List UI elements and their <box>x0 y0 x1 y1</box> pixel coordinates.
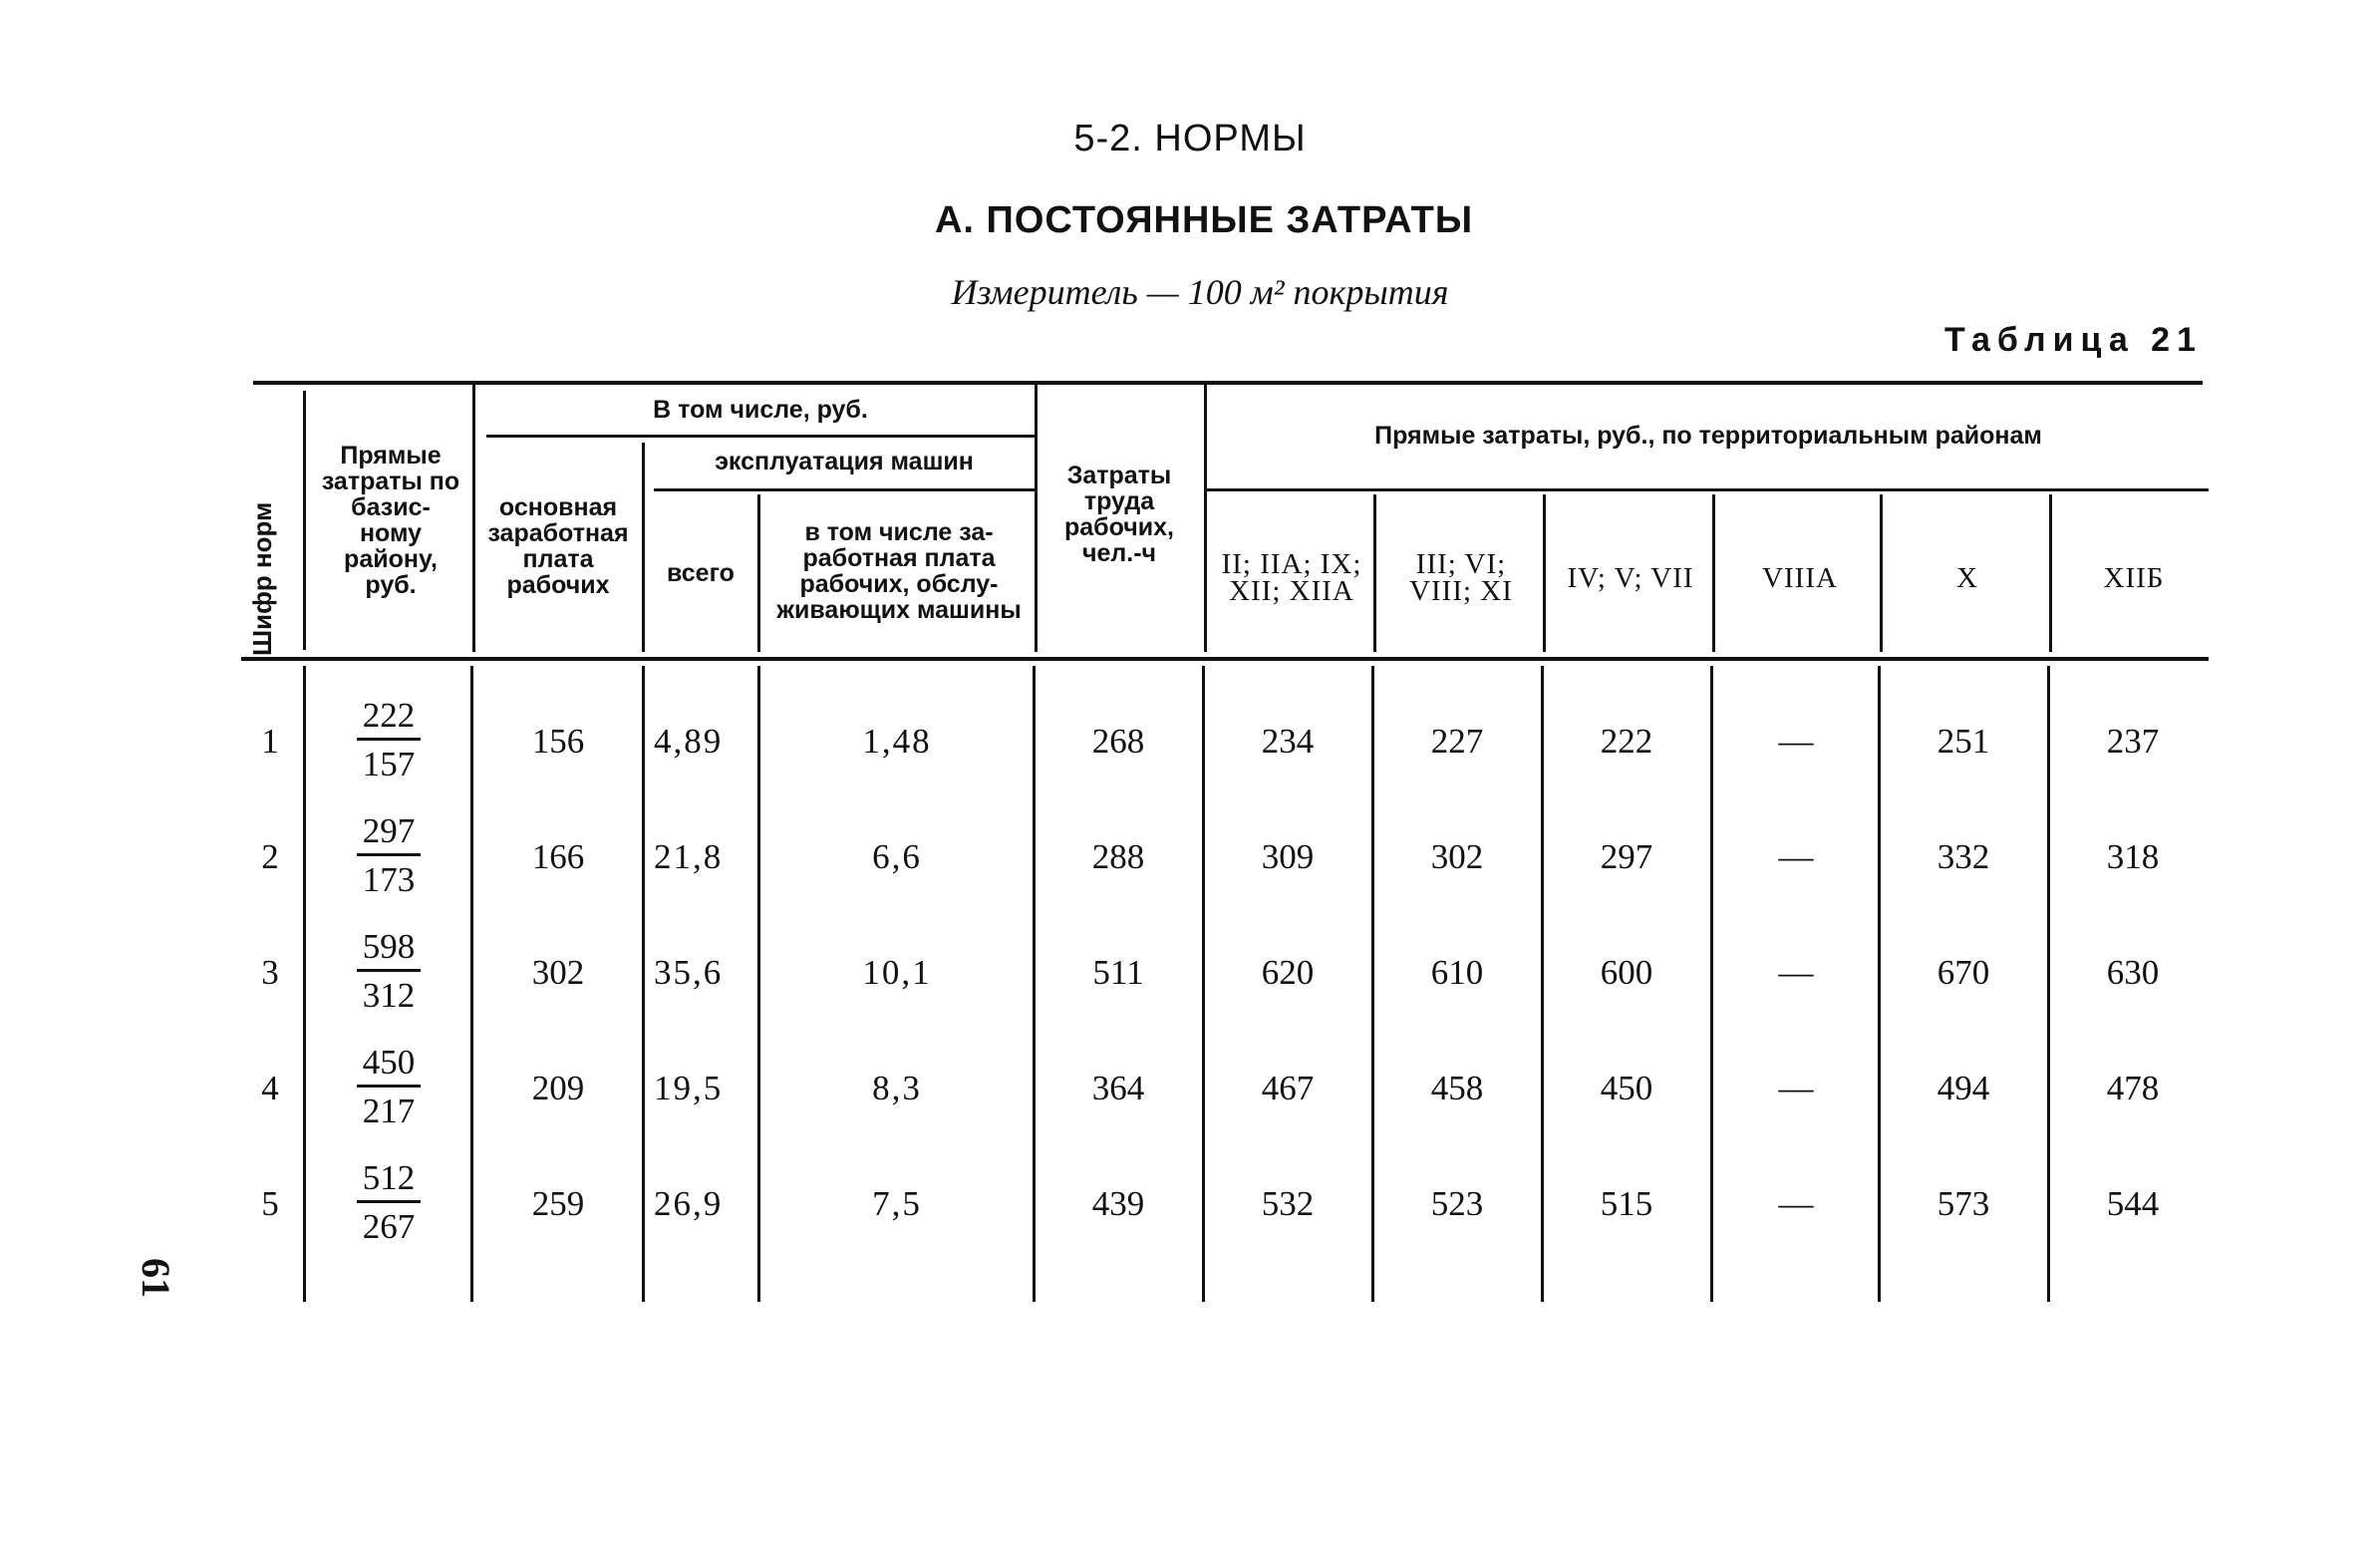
direct-denominator: 173 <box>362 860 416 899</box>
v-rule <box>470 666 473 1302</box>
v-rule <box>303 391 306 650</box>
v-rule <box>1202 666 1205 1302</box>
cell-mach-wages: 1,48 <box>862 722 932 761</box>
cell-mach-total: 4,89 <box>654 722 724 761</box>
cell-labor: 268 <box>1091 722 1145 761</box>
cell-labor: 439 <box>1091 1184 1145 1223</box>
v-rule <box>1373 494 1376 652</box>
header-bottom-rule <box>241 657 2209 661</box>
direct-numerator: 450 <box>357 1041 422 1088</box>
cell-r6: 630 <box>2106 953 2160 992</box>
cell-mach-wages: 6,6 <box>872 837 922 876</box>
cell-r1: 234 <box>1261 722 1315 761</box>
header-machines: эксплуатация машин <box>715 448 974 475</box>
v-rule <box>2047 666 2050 1302</box>
cell-r6: 237 <box>2106 722 2160 761</box>
v-rule <box>757 494 760 652</box>
cell-labor: 511 <box>1092 953 1144 992</box>
cell-r4: — <box>1778 722 1814 761</box>
cell-mach-wages: 10,1 <box>862 953 932 992</box>
cell-r2: 610 <box>1430 953 1484 992</box>
cell-r2: 302 <box>1430 837 1484 876</box>
v-rule <box>1712 494 1715 652</box>
header-region-3: IV; V; VII <box>1567 561 1694 594</box>
cell-r6: 544 <box>2106 1184 2160 1223</box>
direct-denominator: 312 <box>362 976 416 1015</box>
cell-r3: 450 <box>1600 1069 1653 1107</box>
direct-numerator: 512 <box>357 1156 422 1203</box>
v-rule <box>1543 494 1546 652</box>
v-rule <box>1878 666 1881 1302</box>
cell-mach-wages: 8,3 <box>872 1069 922 1107</box>
cell-wages: 302 <box>531 953 585 992</box>
header-region-6: XIIБ <box>2103 561 2165 594</box>
cell-code: 1 <box>261 722 279 761</box>
v-rule <box>1880 494 1883 652</box>
header-region-2: III; VI; VIII; XI <box>1409 548 1513 607</box>
header-machines-total: всего <box>667 559 735 587</box>
cell-mach-total: 19,5 <box>654 1069 724 1107</box>
cell-wages: 166 <box>531 837 585 876</box>
cell-code: 5 <box>261 1184 279 1223</box>
machines-group-rule <box>654 488 1035 491</box>
header-direct-base: Прямые затраты по базис-ному району, руб. <box>321 442 460 599</box>
cell-r1: 620 <box>1261 953 1315 992</box>
header-labor: Затраты труда рабочих, чел.-ч <box>1064 462 1174 567</box>
header-incl-rub: В том числе, руб. <box>653 396 868 424</box>
v-rule <box>472 385 475 652</box>
header-region-5: X <box>1956 561 1978 594</box>
cell-r5: 573 <box>1936 1184 1990 1223</box>
v-rule <box>1035 385 1038 652</box>
cell-r1: 532 <box>1261 1184 1315 1223</box>
regions-group-rule <box>1206 488 2209 491</box>
v-rule <box>642 666 645 1302</box>
direct-denominator: 157 <box>362 745 416 783</box>
v-rule <box>303 666 306 1302</box>
cell-r6: 318 <box>2106 837 2160 876</box>
direct-numerator: 222 <box>357 694 422 741</box>
table-top-rule <box>253 381 2203 385</box>
cell-r3: 297 <box>1600 837 1653 876</box>
cell-mach-total: 21,8 <box>654 837 724 876</box>
v-rule <box>1033 666 1036 1302</box>
v-rule <box>1371 666 1374 1302</box>
v-rule <box>1204 385 1207 652</box>
incl-group-rule <box>486 435 1035 438</box>
cell-r4: — <box>1778 1069 1814 1107</box>
direct-numerator: 297 <box>357 809 422 856</box>
cell-direct-base <box>309 694 468 788</box>
cell-direct-base <box>309 809 468 904</box>
v-rule <box>1541 666 1544 1302</box>
header-code: Шифр норм <box>247 501 277 656</box>
measure-unit: Измеритель — 100 м² покрытия <box>951 272 1449 312</box>
table-label: Таблица 21 <box>1944 321 2203 359</box>
cell-wages: 259 <box>531 1184 585 1223</box>
cell-r5: 251 <box>1936 722 1990 761</box>
header-region-4: VIIIA <box>1762 561 1838 594</box>
header-machines-wages: в том числе за-работная плата рабочих, обслу-живающих машины <box>776 518 1022 624</box>
header-wages: основная заработная плата рабочих <box>487 493 629 599</box>
v-rule <box>2049 494 2052 652</box>
cell-wages: 209 <box>531 1069 585 1107</box>
cell-code: 3 <box>261 953 279 992</box>
cell-labor: 364 <box>1091 1069 1145 1107</box>
cell-r4: — <box>1778 1184 1814 1223</box>
v-rule <box>642 443 645 652</box>
direct-denominator: 217 <box>362 1092 416 1130</box>
header-region-1: II; IIA; IX; XII; XIIA <box>1221 548 1362 607</box>
cell-direct-base <box>309 1041 468 1135</box>
cell-direct-base <box>309 1156 468 1251</box>
direct-numerator: 598 <box>357 925 422 972</box>
cell-mach-total: 35,6 <box>654 953 724 992</box>
cell-r1: 309 <box>1261 837 1315 876</box>
cell-r5: 494 <box>1936 1069 1990 1107</box>
cell-mach-total: 26,9 <box>654 1184 724 1223</box>
cell-r1: 467 <box>1261 1069 1315 1107</box>
cell-r6: 478 <box>2106 1069 2160 1107</box>
cell-r5: 332 <box>1936 837 1990 876</box>
cell-r4: — <box>1778 953 1814 992</box>
cell-labor: 288 <box>1091 837 1145 876</box>
cell-direct-base <box>309 925 468 1020</box>
cell-code: 2 <box>261 837 279 876</box>
subtitle: А. ПОСТОЯННЫЕ ЗАТРАТЫ <box>934 199 1474 241</box>
cell-code: 4 <box>261 1069 279 1107</box>
cell-mach-wages: 7,5 <box>872 1184 922 1223</box>
cell-r2: 227 <box>1430 722 1484 761</box>
cell-wages: 156 <box>531 722 585 761</box>
section-title: 5-2. НОРМЫ <box>1073 118 1307 159</box>
cell-r4: — <box>1778 837 1814 876</box>
cell-r3: 600 <box>1600 953 1653 992</box>
cell-r5: 670 <box>1936 953 1990 992</box>
header-regions-group: Прямые затраты, руб., по территориальным районам <box>1374 422 2042 450</box>
v-rule <box>1710 666 1713 1302</box>
cell-r3: 222 <box>1600 722 1653 761</box>
cell-r3: 515 <box>1600 1184 1653 1223</box>
cell-r2: 523 <box>1430 1184 1484 1223</box>
direct-denominator: 267 <box>362 1207 416 1246</box>
cell-r2: 458 <box>1430 1069 1484 1107</box>
page-number: 61 <box>134 1258 178 1298</box>
